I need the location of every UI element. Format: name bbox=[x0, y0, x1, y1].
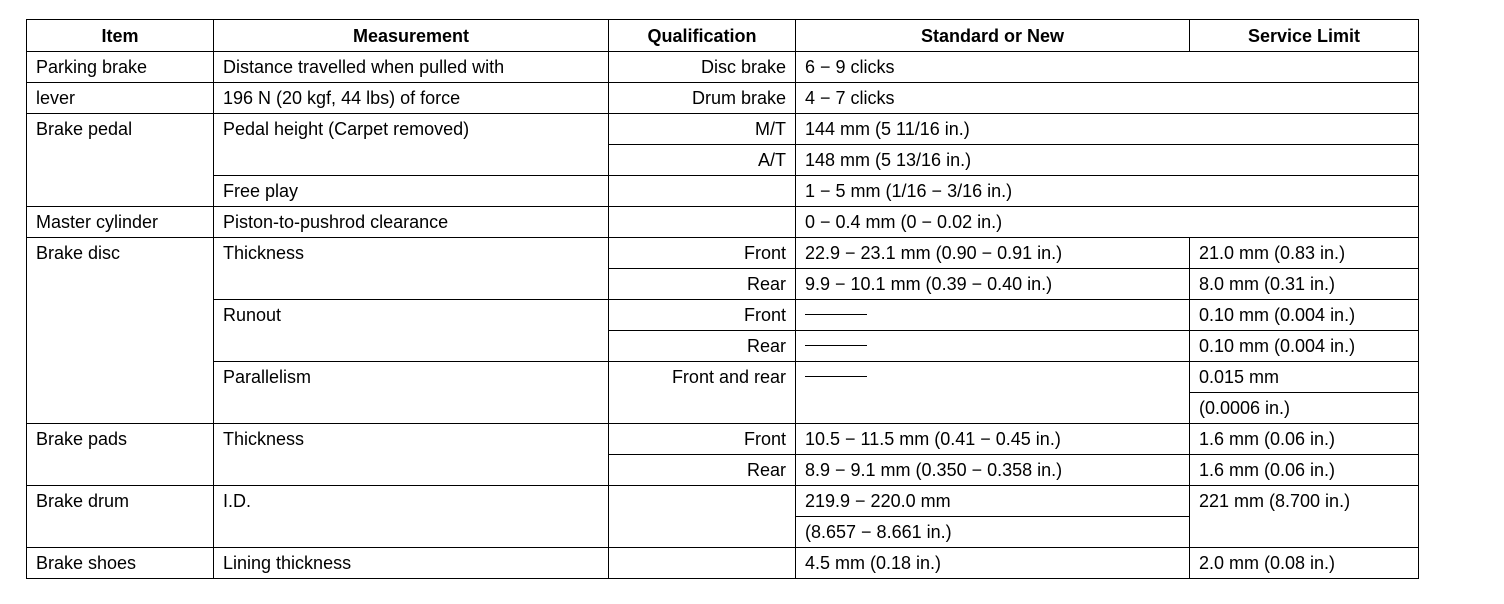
service-limit-cell: 0.10 mm (0.004 in.) bbox=[1190, 300, 1419, 331]
service-limit-cell: 21.0 mm (0.83 in.) bbox=[1190, 238, 1419, 269]
qualification-cell bbox=[609, 486, 796, 548]
measurement-cell: Pedal height (Carpet removed) bbox=[214, 114, 609, 176]
standard-cell: 9.9 − 10.1 mm (0.39 − 0.40 in.) bbox=[796, 269, 1190, 300]
table-row bbox=[27, 114, 1419, 145]
table-row bbox=[27, 424, 1419, 455]
qualification-cell: M/T bbox=[609, 114, 796, 145]
table-row bbox=[27, 300, 1419, 331]
header-item: Item bbox=[27, 20, 214, 52]
standard-cell bbox=[796, 300, 1190, 331]
measurement-cell: Thickness bbox=[214, 238, 609, 300]
item-cell: Brake pedal bbox=[27, 114, 214, 207]
service-limit-cell: 0.10 mm (0.004 in.) bbox=[1190, 331, 1419, 362]
service-limit-cell: 0.015 mm bbox=[1190, 362, 1419, 393]
measurement-cell: Parallelism bbox=[214, 362, 609, 424]
table-row bbox=[27, 207, 1419, 238]
standard-cell: 0 − 0.4 mm (0 − 0.02 in.) bbox=[796, 207, 1419, 238]
table-row bbox=[27, 176, 1419, 207]
standard-cell: 144 mm (5 11/16 in.) bbox=[796, 114, 1419, 145]
qualification-cell: Rear bbox=[609, 269, 796, 300]
qualification-cell: Front bbox=[609, 300, 796, 331]
qualification-cell: Drum brake bbox=[609, 83, 796, 114]
measurement-cell: Lining thickness bbox=[214, 548, 609, 579]
qualification-cell bbox=[609, 207, 796, 238]
header-qualification: Qualification bbox=[609, 20, 796, 52]
standard-cell: 8.9 − 9.1 mm (0.350 − 0.358 in.) bbox=[796, 455, 1190, 486]
service-limit-cell: 8.0 mm (0.31 in.) bbox=[1190, 269, 1419, 300]
not-applicable-dash bbox=[805, 376, 867, 377]
standard-cell: 148 mm (5 13/16 in.) bbox=[796, 145, 1419, 176]
item-cell: Parking brake bbox=[27, 52, 214, 83]
standard-cell: 4.5 mm (0.18 in.) bbox=[796, 548, 1190, 579]
standard-cell: 1 − 5 mm (1/16 − 3/16 in.) bbox=[796, 176, 1419, 207]
measurement-cell: I.D. bbox=[214, 486, 609, 548]
standard-cell: 219.9 − 220.0 mm bbox=[796, 486, 1190, 517]
service-limit-cell: 1.6 mm (0.06 in.) bbox=[1190, 455, 1419, 486]
header-measurement: Measurement bbox=[214, 20, 609, 52]
standard-cell bbox=[796, 362, 1190, 424]
standard-cell bbox=[796, 331, 1190, 362]
qualification-cell: Disc brake bbox=[609, 52, 796, 83]
service-limit-cell: 2.0 mm (0.08 in.) bbox=[1190, 548, 1419, 579]
qualification-cell: Front and rear bbox=[609, 362, 796, 424]
table-row bbox=[27, 362, 1419, 393]
item-cell: Master cylinder bbox=[27, 207, 214, 238]
qualification-cell bbox=[609, 176, 796, 207]
standard-cell: 4 − 7 clicks bbox=[796, 83, 1419, 114]
standard-cell: 6 − 9 clicks bbox=[796, 52, 1419, 83]
measurement-cell: 196 N (20 kgf, 44 lbs) of force bbox=[214, 83, 609, 114]
item-cell: Brake shoes bbox=[27, 548, 214, 579]
table-row bbox=[27, 52, 1419, 83]
header-standard: Standard or New bbox=[796, 20, 1190, 52]
table-row bbox=[27, 486, 1419, 517]
table-row bbox=[27, 548, 1419, 579]
measurement-cell: Runout bbox=[214, 300, 609, 362]
qualification-cell: Front bbox=[609, 424, 796, 455]
not-applicable-dash bbox=[805, 314, 867, 315]
header-service-limit: Service Limit bbox=[1190, 20, 1419, 52]
qualification-cell: A/T bbox=[609, 145, 796, 176]
item-cell: Brake pads bbox=[27, 424, 214, 486]
qualification-cell bbox=[609, 548, 796, 579]
table-row bbox=[27, 83, 1419, 114]
item-cell: Brake drum bbox=[27, 486, 214, 548]
service-limit-cell: (0.0006 in.) bbox=[1190, 393, 1419, 424]
measurement-cell: Free play bbox=[214, 176, 609, 207]
standard-cell: (8.657 − 8.661 in.) bbox=[796, 517, 1190, 548]
qualification-cell: Rear bbox=[609, 455, 796, 486]
measurement-cell: Thickness bbox=[214, 424, 609, 486]
item-cell: lever bbox=[27, 83, 214, 114]
service-limit-cell: 221 mm (8.700 in.) bbox=[1190, 486, 1419, 548]
service-limit-cell: 1.6 mm (0.06 in.) bbox=[1190, 424, 1419, 455]
brake-specifications-table bbox=[26, 19, 1419, 579]
not-applicable-dash bbox=[805, 345, 867, 346]
item-cell: Brake disc bbox=[27, 238, 214, 424]
qualification-cell: Rear bbox=[609, 331, 796, 362]
measurement-cell: Piston-to-pushrod clearance bbox=[214, 207, 609, 238]
table-row bbox=[27, 238, 1419, 269]
header-row bbox=[27, 20, 1419, 52]
qualification-cell: Front bbox=[609, 238, 796, 269]
standard-cell: 22.9 − 23.1 mm (0.90 − 0.91 in.) bbox=[796, 238, 1190, 269]
measurement-cell: Distance travelled when pulled with bbox=[214, 52, 609, 83]
standard-cell: 10.5 − 11.5 mm (0.41 − 0.45 in.) bbox=[796, 424, 1190, 455]
